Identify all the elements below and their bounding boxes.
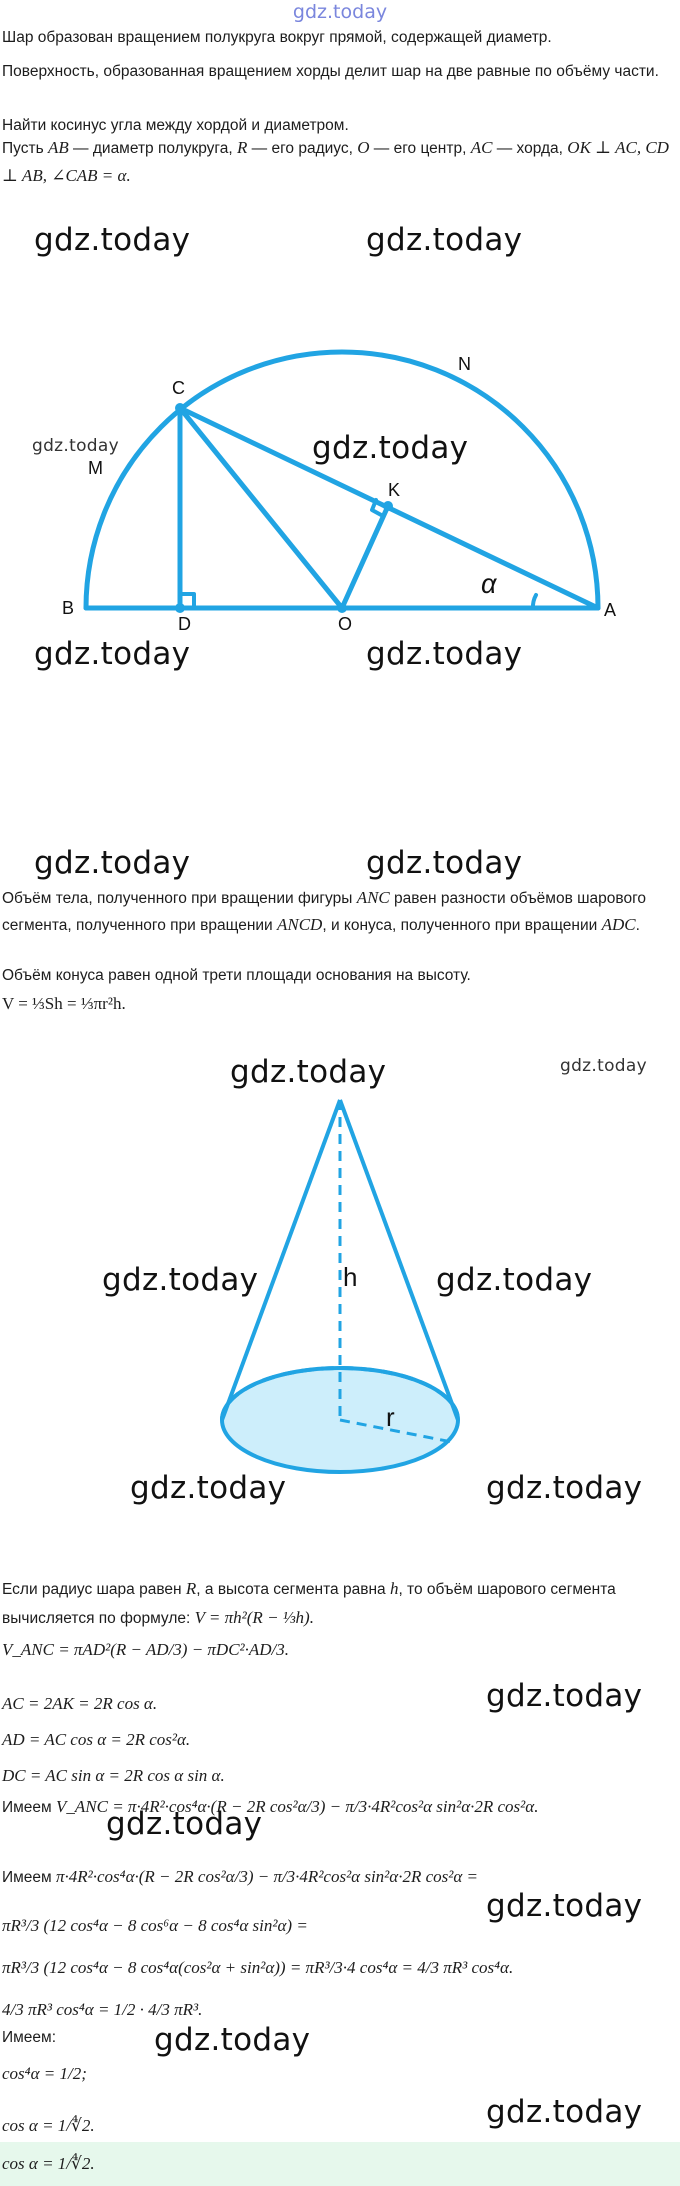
- eq-have-2: Имеем π·4R²·cos⁴α·(R − 2R cos²α/3) − π/3·4R²cos²α sin²α·2R cos²α =: [2, 1867, 478, 1886]
- watermark: gdz.today: [34, 845, 191, 881]
- label-alpha: α: [481, 569, 497, 599]
- segment-ok: [342, 506, 388, 608]
- cone-label-r: r: [386, 1402, 395, 1432]
- watermark: gdz.today: [366, 636, 523, 672]
- watermark: gdz.today: [32, 436, 119, 456]
- watermark: gdz.today: [486, 1888, 643, 1924]
- watermark: gdz.today: [154, 2022, 311, 2058]
- problem-task: Найти косинус угла между хордой и диаметром.: [2, 117, 349, 134]
- eq-result-2: cos α = 1/∜2.: [2, 2116, 95, 2135]
- point-c: [175, 403, 185, 413]
- watermark: gdz.today: [486, 2094, 643, 2130]
- label-c: C: [172, 378, 185, 398]
- point-o: [337, 603, 347, 613]
- watermark: gdz.today: [312, 430, 469, 466]
- problem-statement: Шар образован вращением полукруга вокруг прямой, содержащей диаметр.: [2, 29, 552, 46]
- answer: cos α = 1/∜2.: [2, 2154, 95, 2173]
- watermark: gdz.today: [130, 1470, 287, 1506]
- label-o: O: [338, 614, 353, 634]
- label-d: D: [178, 614, 191, 634]
- eq-v-anc: V_ANC = πAD²(R − AD/3) − πDC²·AD/3.: [2, 1640, 290, 1659]
- watermark: gdz.today: [366, 845, 523, 881]
- label-b: B: [62, 598, 75, 618]
- eq-line-b: πR³/3 (12 cos⁴α − 8 cos⁴α(cos²α + sin²α)) = πR³/3·4 cos⁴α = 4/3 πR³ cos⁴α.: [2, 1958, 514, 1977]
- problem-given: Пусть AB — диаметр полукруга, R — его радиус, O — его центр, AC — хорда, OK ⊥ AC, CD ⊥ AB, ∠CAB = α.: [2, 138, 669, 185]
- label-a: A: [604, 600, 617, 620]
- label-k: K: [388, 480, 401, 500]
- eq-line-c: 4/3 πR³ cos⁴α = 1/2 · 4/3 πR³.: [2, 2000, 203, 2019]
- watermark: gdz.today: [230, 1054, 387, 1090]
- label-n: N: [458, 354, 471, 374]
- cone-formula: V = ⅓Sh = ⅓πr²h.: [2, 994, 126, 1013]
- point-d: [175, 603, 185, 613]
- have-3-label: Имеем:: [2, 2029, 57, 2046]
- segment-intro: Если радиус шара равен R, а высота сегмента равна h, то объём шарового сегмента вычисляется по формуле: V = πh²(R − ⅓h).: [2, 1579, 616, 1627]
- eq-have-1: Имеем V_ANC = π·4R²·cos⁴α·(R − 2R cos²α/3) − π/3·4R²cos²α sin²α·2R cos²α.: [2, 1797, 539, 1816]
- eq-dc: DC = AC sin α = 2R cos α sin α.: [2, 1766, 225, 1785]
- problem-condition: Поверхность, образованная вращением хорды делит шар на две равные по объёму части.: [2, 63, 659, 80]
- eq-line-a: πR³/3 (12 cos⁴α − 8 cos⁶α − 8 cos⁴α sin²α) =: [2, 1916, 308, 1935]
- site-logo[interactable]: gdz.today: [292, 1, 388, 23]
- watermark: gdz.today: [366, 222, 523, 258]
- watermark: gdz.today: [560, 1056, 647, 1076]
- cone-rule: Объём конуса равен одной трети площади основания на высоту.: [2, 967, 471, 984]
- eq-ad: AD = AC cos α = 2R cos²α.: [2, 1730, 191, 1749]
- label-m: M: [88, 458, 103, 478]
- cone-label-h: h: [343, 1262, 358, 1292]
- watermark: gdz.today: [106, 1806, 263, 1842]
- watermark: gdz.today: [486, 1470, 643, 1506]
- eq-ac: AC = 2AK = 2R cos α.: [2, 1694, 158, 1713]
- point-k: [383, 501, 393, 511]
- watermark: gdz.today: [486, 1678, 643, 1714]
- watermark: gdz.today: [436, 1262, 593, 1298]
- watermark: gdz.today: [34, 222, 191, 258]
- eq-result-1: cos⁴α = 1/2;: [2, 2064, 87, 2083]
- volume-intro: Объём тела, полученного при вращении фигуры ANC равен разности объёмов шарового сегмента, полученного при вращении ANCD, и конуса, полученного при вращении ADC.: [2, 888, 647, 934]
- watermark: gdz.today: [34, 636, 191, 672]
- watermark: gdz.today: [102, 1262, 259, 1298]
